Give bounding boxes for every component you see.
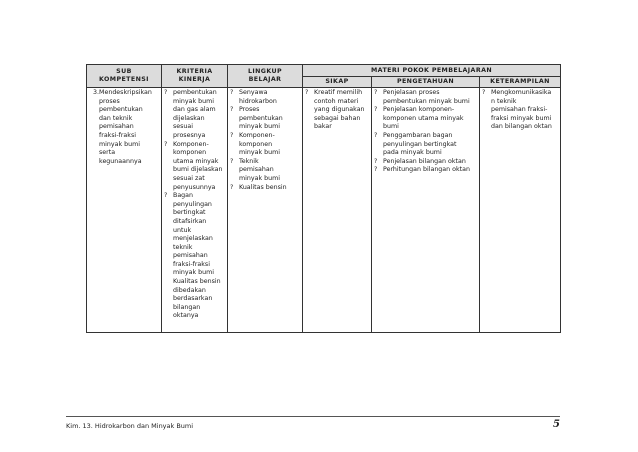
- kriteria-item-text: [173, 192, 225, 321]
- pengetahuan-item-line: penyulingan bertingkat: [383, 140, 457, 148]
- kriteria-item-line: dan gas alam: [173, 106, 216, 114]
- kriteria-item-text: [173, 141, 225, 193]
- sub-kompetensi-line: proses: [99, 97, 120, 105]
- bullet-glyph: ?: [230, 183, 234, 191]
- pengetahuan-item: [374, 132, 477, 158]
- keterampilan-item: [482, 89, 558, 132]
- pengetahuan-item-line: Perhitungan bilangan oktan: [383, 166, 470, 174]
- pengetahuan-item-line: bumi: [383, 123, 399, 131]
- sub-kompetensi-line: serta: [99, 149, 116, 157]
- bullet-glyph: ?: [374, 89, 378, 96]
- footer-divider: [66, 416, 560, 417]
- bullet-glyph: ?: [164, 192, 168, 200]
- lingkup-item: [230, 89, 300, 106]
- pengetahuan-item-line: Penjelasan komponen-: [383, 106, 455, 114]
- kriteria-item-line: ditafsirkan: [173, 217, 207, 225]
- cell-pengetahuan: [372, 88, 480, 333]
- kriteria-item-line: prosesnya: [173, 131, 206, 139]
- header-keterampilan: KETERAMPILAN: [480, 77, 561, 88]
- kriteria-item-line: dibedakan: [173, 286, 206, 294]
- kriteria-item-line: sesuai: [173, 123, 194, 131]
- header-kriteria-kinerja-line: KRITERIA: [176, 68, 213, 75]
- kriteria-item-line: untuk: [173, 226, 192, 234]
- kriteria-item-line: fraksi-fraksi: [173, 260, 210, 268]
- keterampilan-item-line: fraksi minyak bumi: [491, 114, 552, 122]
- header-materi-pokok: MATERI POKOK PEMBELAJARAN: [303, 65, 561, 77]
- sub-kompetensi-line: fraksi-fraksi: [99, 131, 136, 139]
- header-lingkup-belajar-line: LINGKUP: [247, 68, 283, 75]
- footer-page-number: 5: [553, 419, 560, 430]
- lingkup-item-line: Senyawa: [239, 89, 268, 96]
- header-lingkup-belajar: [228, 65, 303, 88]
- bullet-glyph: ?: [230, 89, 234, 96]
- keterampilan-item-line: pemisahan fraksi-: [491, 106, 548, 114]
- sikap-item: [305, 89, 369, 132]
- bullet-glyph: ?: [230, 106, 234, 114]
- sikap-list: [303, 89, 371, 132]
- cell-sikap: [303, 88, 372, 333]
- kriteria-item-line: bilangan: [173, 303, 201, 311]
- sub-kompetensi-line: kegunaannya: [99, 157, 142, 165]
- sub-kompetensi-line: pembentukan: [99, 106, 143, 114]
- header-lingkup-belajar-line: BELAJAR: [248, 76, 282, 83]
- kriteria-item-line: bertingkat: [173, 209, 206, 217]
- materi-table: [86, 64, 561, 333]
- lingkup-item-line: pemisahan: [239, 166, 274, 174]
- lingkup-item-line: Kualitas bensin: [239, 183, 287, 191]
- kriteria-item-line: Komponen-: [173, 140, 209, 148]
- sikap-item-text: [314, 89, 369, 132]
- pengetahuan-item-line: pada minyak bumi: [383, 149, 442, 157]
- lingkup-item-line: Teknik: [239, 157, 259, 165]
- kriteria-item-line: menjelaskan: [173, 235, 213, 243]
- header-sikap: SIKAP: [303, 77, 372, 88]
- bullet-glyph: ?: [374, 131, 378, 139]
- kriteria-item-line: minyak bumi: [173, 269, 214, 277]
- pengetahuan-item-text: [383, 106, 477, 132]
- bullet-glyph: ?: [230, 131, 234, 139]
- kriteria-item-line: berdasarkan: [173, 295, 213, 303]
- cell-keterampilan: [480, 88, 561, 333]
- bullet-glyph: ?: [482, 89, 486, 96]
- sub-kompetensi-item: [87, 89, 161, 166]
- kriteria-item-text: [173, 89, 225, 141]
- sikap-item-line: Kreatif memilih: [314, 89, 363, 96]
- sikap-item-line: yang digunakan: [314, 106, 365, 114]
- sub-kompetensi-text: [99, 89, 161, 166]
- header-pengetahuan: PENGETAHUAN: [372, 77, 480, 88]
- sub-kompetensi-line: pemisahan: [99, 123, 134, 131]
- kriteria-item-line: penyusunnya: [173, 183, 216, 191]
- pengetahuan-item-line: komponen utama minyak: [383, 114, 464, 122]
- kriteria-item-line: komponen: [173, 149, 207, 157]
- kriteria-item-line: bumi dijelaskan: [173, 166, 223, 174]
- kriteria-item-line: penyulingan: [173, 200, 212, 208]
- kriteria-list: [162, 89, 227, 321]
- pengetahuan-item: [374, 158, 477, 167]
- pengetahuan-item-text: [383, 132, 477, 158]
- pengetahuan-item-line: Penjelasan bilangan oktan: [383, 157, 466, 165]
- header-kriteria-kinerja: [162, 65, 228, 88]
- bullet-glyph: ?: [230, 157, 234, 165]
- cell-sub-kompetensi: [87, 88, 162, 333]
- sikap-item-line: sebagai bahan: [314, 114, 361, 122]
- pengetahuan-item: [374, 166, 477, 175]
- lingkup-item-text: [239, 89, 300, 106]
- sub-kompetensi-line: dan teknik: [99, 114, 133, 122]
- pengetahuan-item-text: [383, 158, 477, 167]
- keterampilan-item-line: dan bilangan oktan: [491, 123, 552, 131]
- header-sub-kompetensi-line: KOMPETENSI: [99, 76, 149, 83]
- pengetahuan-item-text: [383, 166, 477, 175]
- lingkup-item-text: [239, 184, 300, 193]
- bullet-glyph: ?: [374, 106, 378, 114]
- kriteria-item-line: Bagan: [173, 192, 194, 200]
- sub-kompetensi-number: 3.: [93, 89, 100, 96]
- kriteria-item: [164, 141, 225, 193]
- lingkup-item-text: [239, 106, 300, 132]
- lingkup-item: [230, 158, 300, 184]
- kriteria-item-line: dijelaskan: [173, 114, 205, 122]
- bullet-glyph: ?: [164, 140, 168, 148]
- kriteria-item-line: pemisahan: [173, 252, 208, 260]
- kriteria-item-line: utama minyak: [173, 157, 219, 165]
- bullet-glyph: ?: [305, 89, 309, 96]
- lingkup-item-line: minyak bumi: [239, 149, 280, 157]
- sub-kompetensi-line: Mendeskripsikan: [99, 89, 152, 96]
- header-kriteria-kinerja-line: KINERJA: [178, 76, 211, 83]
- kriteria-item-line: pembentukan: [173, 89, 217, 96]
- pengetahuan-list: [372, 89, 479, 175]
- pengetahuan-item-text: [383, 89, 477, 106]
- bullet-glyph: ?: [374, 166, 378, 174]
- lingkup-item: [230, 132, 300, 158]
- lingkup-item-line: komponen: [239, 140, 273, 148]
- sikap-item-line: bakar: [314, 123, 332, 131]
- sikap-item-line: contoh materi: [314, 97, 359, 105]
- bullet-glyph: ?: [164, 89, 168, 96]
- lingkup-item-line: minyak bumi: [239, 123, 280, 131]
- lingkup-item: [230, 184, 300, 193]
- lingkup-item-line: Proses: [239, 106, 260, 114]
- kriteria-item-line: Kualitas bensin: [173, 278, 221, 286]
- kriteria-item-line: oktanya: [173, 312, 199, 320]
- lingkup-item-line: minyak bumi: [239, 174, 280, 182]
- pengetahuan-item-line: Penjelasan proses: [383, 89, 440, 96]
- kriteria-item-line: sesuai zat: [173, 174, 205, 182]
- lingkup-item-line: hidrokarbon: [239, 97, 277, 105]
- keterampilan-item-text: [491, 89, 558, 132]
- cell-kriteria-kinerja: [162, 88, 228, 333]
- keterampilan-item-line: n teknik: [491, 97, 517, 105]
- kriteria-item: [164, 192, 225, 321]
- lingkup-item-line: pembentukan: [239, 114, 283, 122]
- header-sub-kompetensi: [87, 65, 162, 88]
- pengetahuan-item-line: Penggambaran bagan: [383, 131, 453, 139]
- lingkup-list: [228, 89, 302, 192]
- keterampilan-list: [480, 89, 560, 132]
- kriteria-item-line: teknik: [173, 243, 193, 251]
- cell-lingkup-belajar: [228, 88, 303, 333]
- bullet-glyph: ?: [374, 157, 378, 165]
- sub-kompetensi-line: minyak bumi: [99, 140, 140, 148]
- kriteria-item: [164, 89, 225, 141]
- header-sub-kompetensi-line: SUB: [116, 68, 132, 75]
- pengetahuan-item-line: pembentukan minyak bumi: [383, 97, 470, 105]
- keterampilan-item-line: Mengkomunikasika: [491, 89, 552, 96]
- lingkup-item: [230, 106, 300, 132]
- kriteria-item-line: minyak bumi: [173, 97, 214, 105]
- pengetahuan-item: [374, 106, 477, 132]
- lingkup-item-text: [239, 158, 300, 184]
- pengetahuan-item: [374, 89, 477, 106]
- lingkup-item-text: [239, 132, 300, 158]
- footer-module-title: Kim. 13. Hidrokarbon dan Minyak Bumi: [66, 422, 194, 430]
- lingkup-item-line: Komponen-: [239, 131, 275, 139]
